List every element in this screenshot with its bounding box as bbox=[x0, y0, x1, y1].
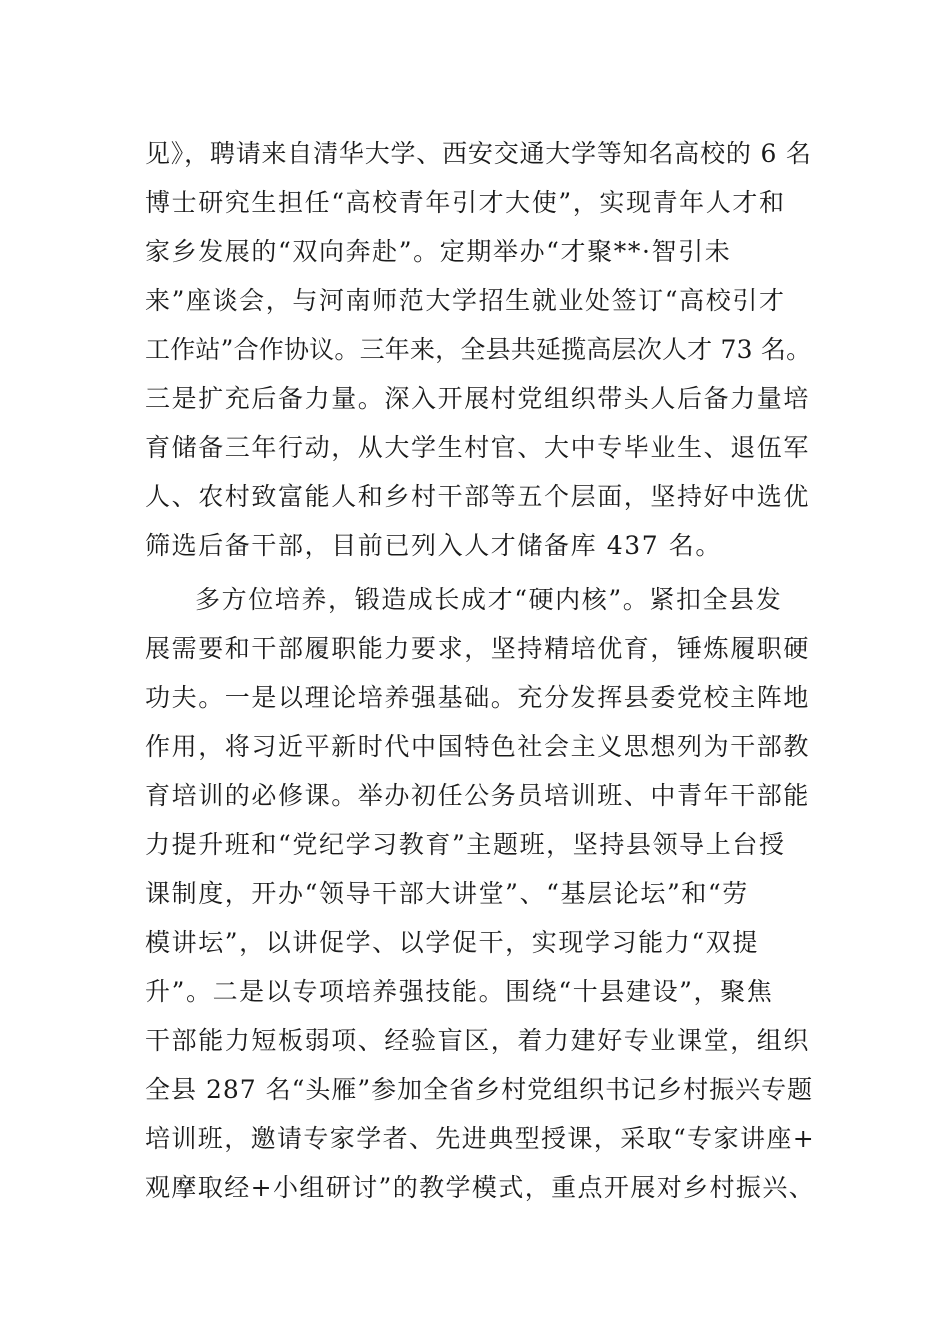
document-body bbox=[145, 129, 815, 1212]
text-line: 工作站”合作协议。三年来，全县共延揽高层次人才 73 名。 bbox=[145, 335, 812, 364]
text-line: 育储备三年行动，从大学生村官、大中专毕业生、退伍军 bbox=[145, 433, 811, 462]
text-line: 功夫。一是以理论培养强基础。充分发挥县委党校主阵地 bbox=[145, 683, 811, 712]
text-line: 来”座谈会，与河南师范大学招生就业处签订“高校引才 bbox=[145, 286, 786, 315]
text-line: 力提升班和“党纪学习教育”主题班，坚持县领导上台授 bbox=[145, 830, 786, 859]
text-line: 博士研究生担任“高校青年引才大使”，实现青年人才和 bbox=[145, 188, 786, 217]
text-line: 筛选后备干部，目前已列入人才储备库 437 名。 bbox=[145, 531, 723, 560]
text-line: 育培训的必修课。举办初任公务员培训班、中青年干部能 bbox=[145, 781, 811, 810]
text-line: 作用，将习近平新时代中国特色社会主义思想列为干部教 bbox=[145, 732, 811, 761]
text-line: 干部能力短板弱项、经验盲区，着力建好专业课堂，组织 bbox=[145, 1026, 811, 1055]
text-line: 三是扩充后备力量。深入开展村党组织带头人后备力量培 bbox=[145, 384, 811, 413]
text-line: 模讲坛”，以讲促学、以学促干，实现学习能力“双提 bbox=[145, 928, 759, 957]
text-line: 课制度，开办“领导干部大讲堂”、“基层论坛”和“劳 bbox=[145, 879, 749, 908]
text-line: 人、农村致富能人和乡村干部等五个层面，坚持好中选优 bbox=[145, 482, 811, 511]
text-line: 观摩取经+小组研讨”的教学模式，重点开展对乡村振兴、 bbox=[145, 1173, 816, 1202]
paragraph-first-line: 多方位培养，锻造成长成才“硬内核”。紧扣全县发 bbox=[195, 585, 783, 614]
text-line: 升”。二是以专项培养强技能。围绕“十县建设”，聚焦 bbox=[145, 977, 774, 1006]
text-line: 展需要和干部履职能力要求，坚持精培优育，锤炼履职硬 bbox=[145, 634, 811, 663]
text-line: 培训班，邀请专家学者、先进典型授课，采取“专家讲座+ bbox=[145, 1124, 816, 1153]
text-line: 见》，聘请来自清华大学、西安交通大学等知名高校的 6 名 bbox=[145, 139, 812, 168]
text-line: 全县 287 名“头雁”参加全省乡村党组织书记乡村振兴专题 bbox=[145, 1075, 814, 1104]
text-line: 家乡发展的“双向奔赴”。定期举办“才聚**·智引未 bbox=[145, 237, 732, 266]
